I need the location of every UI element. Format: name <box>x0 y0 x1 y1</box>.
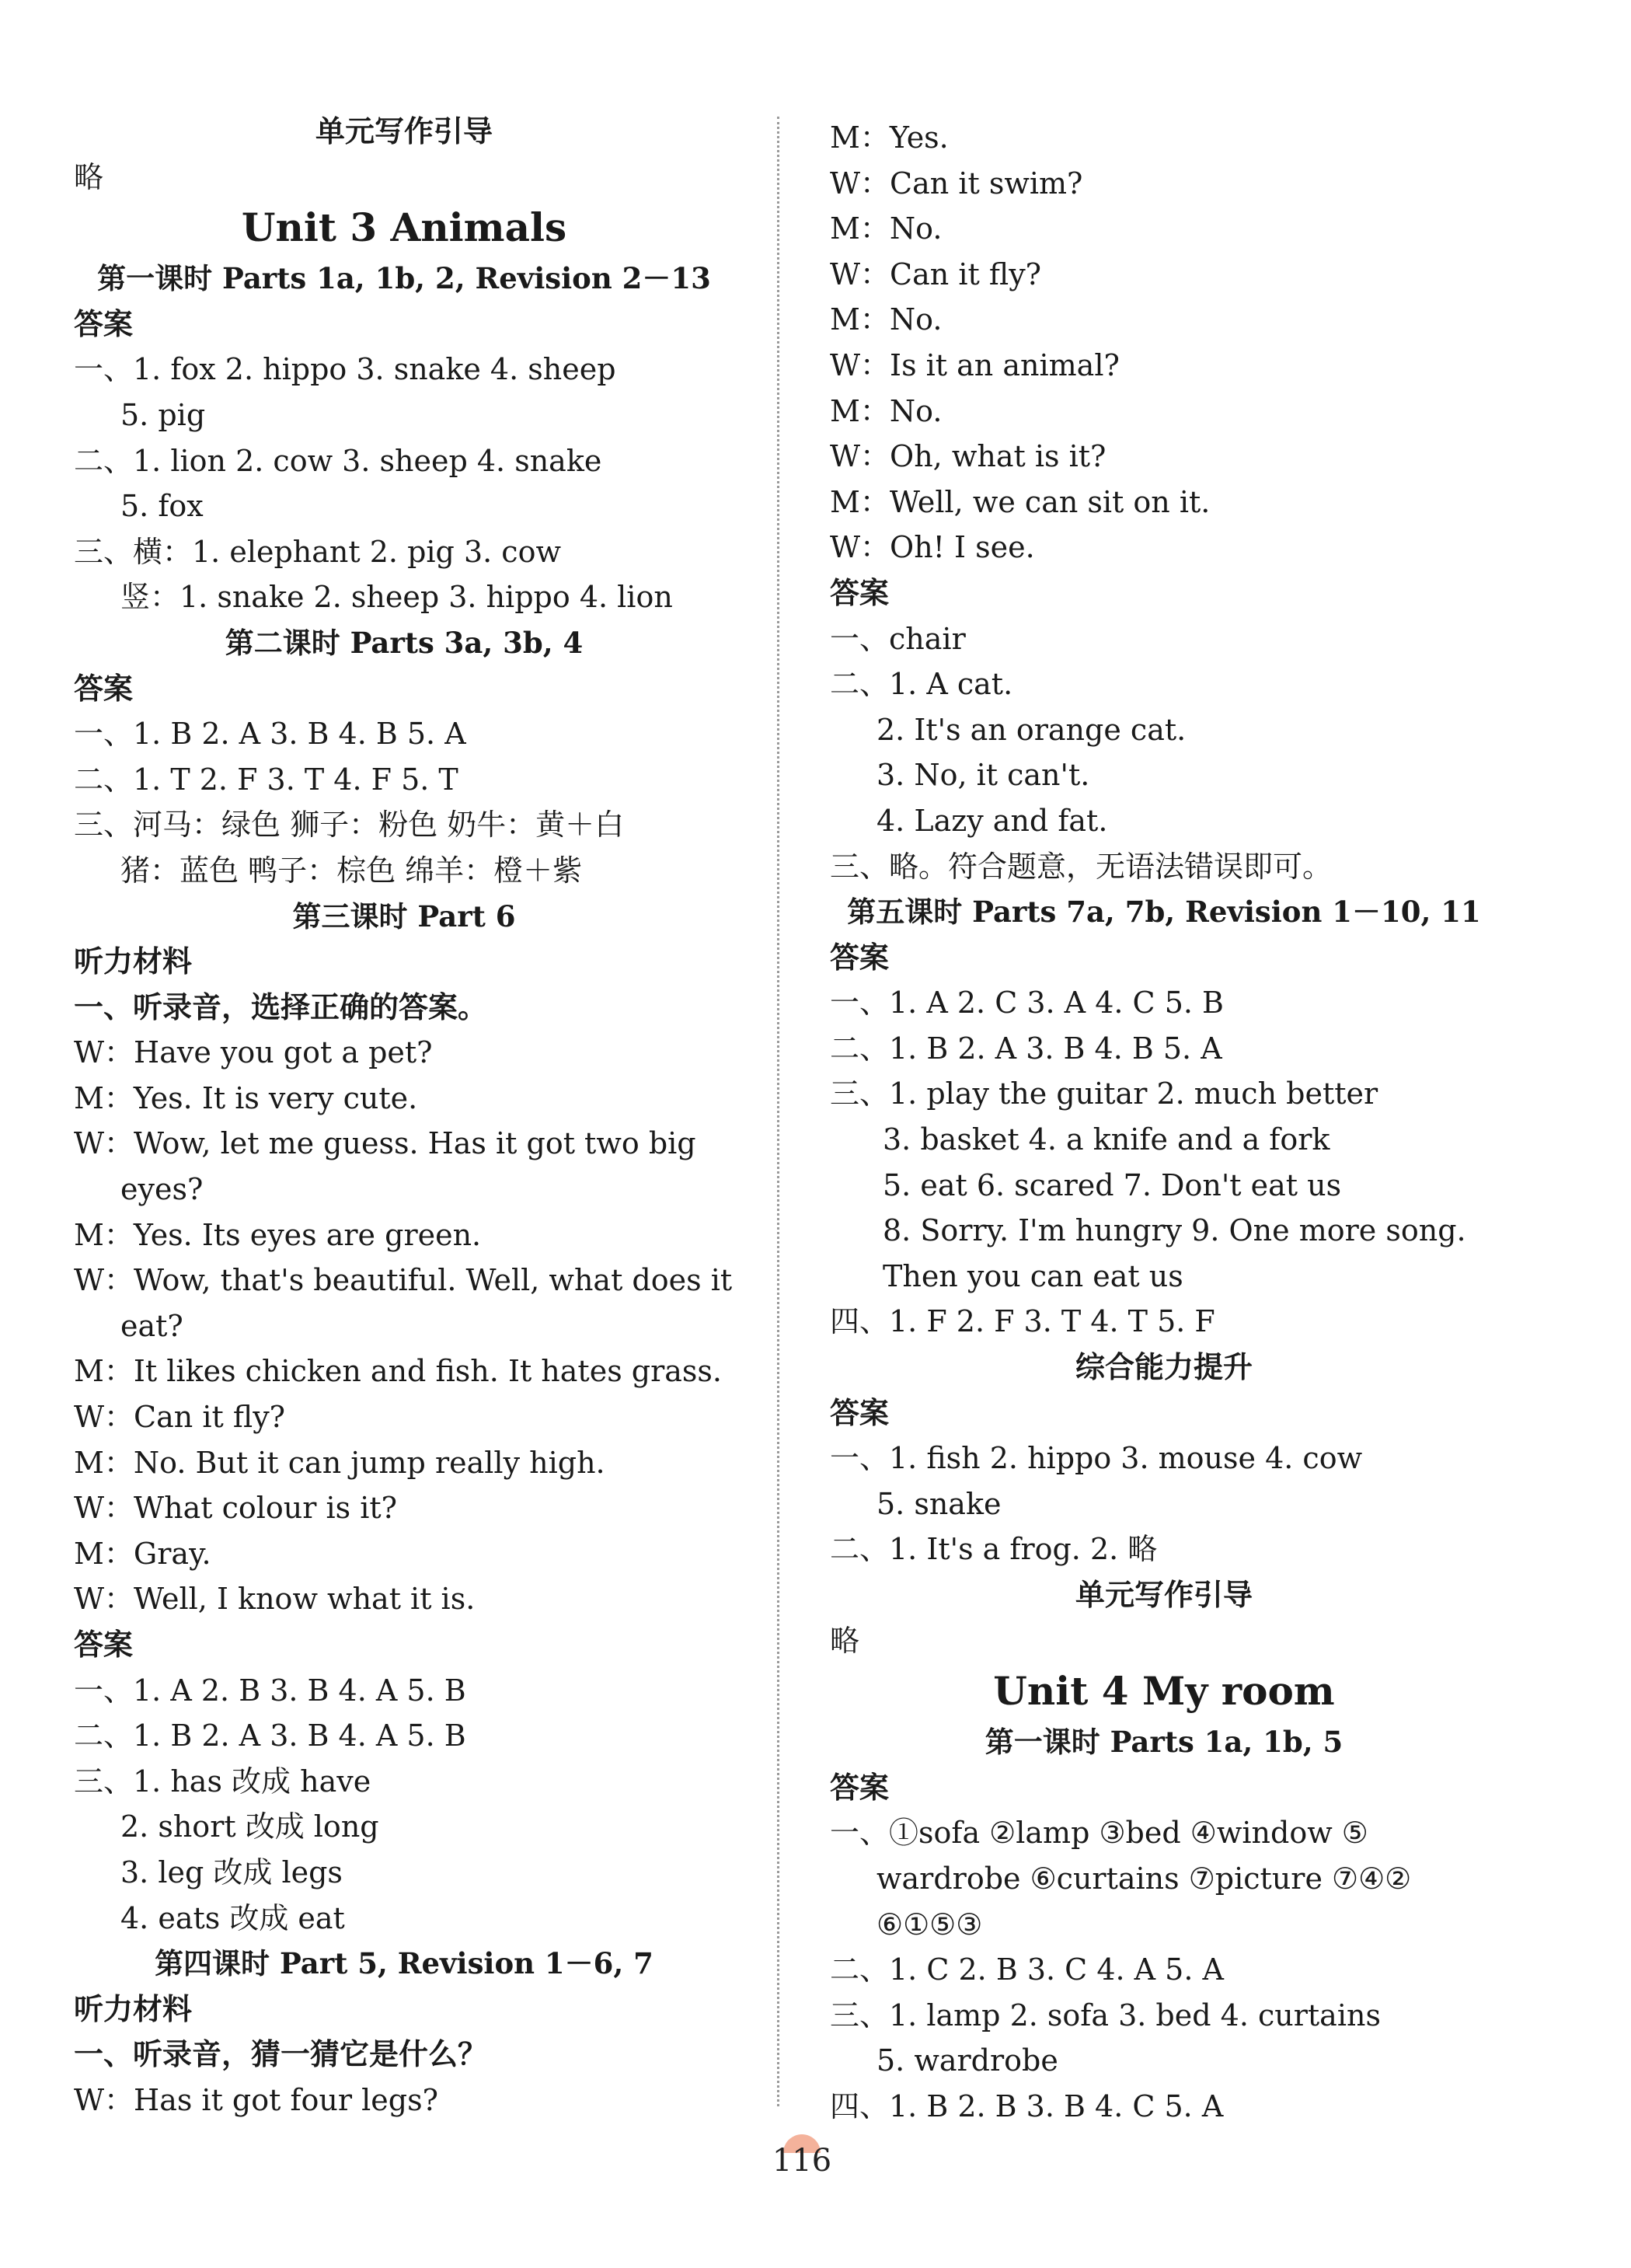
right-line-3: W：Can it fly? <box>830 256 1042 291</box>
right-line-6: M：No. <box>830 393 943 428</box>
page-number-text: 116 <box>772 2143 832 2179</box>
left-line-22: W：Wow, let me guess. Has it got two big <box>74 1126 696 1161</box>
left-line-13: 一、1. B 2. A 3. B 4. B 5. A <box>74 717 466 752</box>
right-line-38: wardrobe ⑥curtains ⑦picture ⑦④② <box>876 1861 1412 1896</box>
left-line-14: 二、1. T 2. F 3. T 4. F 5. T <box>74 762 458 797</box>
left-line-36: 三、1. has 改成 have <box>74 1764 371 1799</box>
left-line-16: 猪：蓝色 鸭子：棕色 绵羊：橙＋紫 <box>120 853 583 888</box>
left-line-0: 单元写作引导 <box>315 114 493 148</box>
left-line-26: eat? <box>120 1308 183 1343</box>
left-line-41: 听力材料 <box>74 1991 193 2026</box>
left-line-1: 略 <box>74 159 104 194</box>
right-line-31: 二、1. It's a frog. 2. 略 <box>830 1532 1158 1567</box>
right-line-12: 二、1. A cat. <box>830 667 1013 702</box>
right-column <box>830 115 1498 2130</box>
left-line-2: Unit 3 Animals <box>241 204 567 251</box>
right-line-21: 三、1. play the guitar 2. much better <box>830 1076 1378 1111</box>
right-line-43: 四、1. B 2. B 3. B 4. C 5. A <box>830 2088 1224 2123</box>
left-line-17: 第三课时 Part 6 <box>292 898 516 933</box>
left-line-31: M：Gray. <box>74 1536 211 1571</box>
right-line-7: W：Oh, what is it? <box>830 439 1107 474</box>
left-line-37: 2. short 改成 long <box>120 1809 379 1844</box>
right-line-27: 综合能力提升 <box>1075 1350 1253 1385</box>
right-line-23: 5. eat 6. scared 7. Don't eat us <box>883 1167 1342 1202</box>
left-line-43: W：Has it got four legs? <box>74 2082 438 2117</box>
right-line-25: Then you can eat us <box>883 1258 1183 1293</box>
right-line-40: 二、1. C 2. B 3. C 4. A 5. A <box>830 1952 1224 1987</box>
left-line-29: M：No. But it can jump really high. <box>74 1445 605 1480</box>
left-column <box>74 109 734 2123</box>
left-line-34: 一、1. A 2. B 3. B 4. A 5. B <box>74 1673 466 1708</box>
right-line-42: 5. wardrobe <box>876 2043 1058 2078</box>
right-line-16: 三、略。符合题意，无语法错误即可。 <box>830 849 1333 884</box>
left-line-19: 一、听录音，选择正确的答案。 <box>74 989 488 1024</box>
right-line-36: 答案 <box>830 1770 890 1805</box>
right-line-35: 第一课时 Parts 1a, 1b, 5 <box>985 1725 1343 1760</box>
right-line-14: 3. No, it can't. <box>876 758 1090 793</box>
right-line-13: 2. It's an orange cat. <box>876 712 1187 747</box>
page-number <box>771 2130 833 2192</box>
right-line-20: 二、1. B 2. A 3. B 4. B 5. A <box>830 1031 1222 1066</box>
left-line-6: 5. pig <box>120 397 206 432</box>
right-line-17: 第五课时 Parts 7a, 7b, Revision 1－10, 11 <box>847 895 1481 930</box>
left-line-38: 3. leg 改成 legs <box>120 1855 343 1889</box>
right-line-15: 4. Lazy and fat. <box>876 803 1108 838</box>
right-line-10: 答案 <box>830 575 890 610</box>
right-line-28: 答案 <box>830 1395 890 1430</box>
right-line-22: 3. basket 4. a knife and a fork <box>883 1122 1330 1157</box>
right-line-29: 一、1. fish 2. hippo 3. mouse 4. cow <box>830 1441 1363 1476</box>
left-line-40: 第四课时 Part 5, Revision 1－6, 7 <box>155 1946 653 1981</box>
left-line-7: 二、1. lion 2. cow 3. sheep 4. snake <box>74 443 602 478</box>
left-line-30: W：What colour is it? <box>74 1491 398 1526</box>
left-line-5: 一、1. fox 2. hippo 3. snake 4. sheep <box>74 352 616 387</box>
left-line-12: 答案 <box>74 671 134 706</box>
left-line-10: 竖：1. snake 2. sheep 3. hippo 4. lion <box>120 580 673 615</box>
left-line-4: 答案 <box>74 306 134 341</box>
left-line-33: 答案 <box>74 1628 134 1662</box>
right-line-9: W：Oh! I see. <box>830 530 1035 565</box>
left-line-32: W：Well, I know what it is. <box>74 1582 476 1617</box>
right-line-32: 单元写作引导 <box>1075 1578 1253 1612</box>
right-line-26: 四、1. F 2. F 3. T 4. T 5. F <box>830 1304 1215 1339</box>
left-line-3: 第一课时 Parts 1a, 1b, 2, Revision 2－13 <box>97 261 711 296</box>
right-line-5: W：Is it an animal? <box>830 347 1120 382</box>
left-line-42: 一、听录音，猜一猜它是什么？ <box>74 2037 488 2072</box>
left-line-8: 5. fox <box>120 489 204 524</box>
right-line-34: Unit 4 My room <box>993 1668 1335 1715</box>
right-line-18: 答案 <box>830 940 890 975</box>
right-line-37: 一、①sofa ②lamp ③bed ④window ⑤ <box>830 1816 1368 1851</box>
right-line-11: 一、chair <box>830 621 966 656</box>
left-line-18: 听力材料 <box>74 944 193 979</box>
right-line-8: M：Well, we can sit on it. <box>830 484 1211 519</box>
left-line-28: W：Can it fly? <box>74 1400 286 1435</box>
right-line-4: M：No. <box>830 302 943 337</box>
right-line-1: W：Can it swim? <box>830 166 1083 201</box>
right-line-30: 5. snake <box>876 1486 1002 1521</box>
left-line-11: 第二课时 Parts 3a, 3b, 4 <box>225 625 584 660</box>
left-line-23: eyes? <box>120 1172 204 1207</box>
right-line-24: 8. Sorry. I'm hungry 9. One more song. <box>883 1213 1466 1248</box>
left-line-35: 二、1. B 2. A 3. B 4. A 5. B <box>74 1718 466 1753</box>
left-line-21: M：Yes. It is very cute. <box>74 1080 418 1115</box>
right-line-39: ⑥①⑤③ <box>876 1907 983 1942</box>
right-line-0: M：Yes. <box>830 120 949 155</box>
left-line-9: 三、横：1. elephant 2. pig 3. cow <box>74 534 561 569</box>
left-line-39: 4. eats 改成 eat <box>120 1900 345 1935</box>
left-line-24: M：Yes. Its eyes are green. <box>74 1217 482 1252</box>
left-line-15: 三、河马：绿色 狮子：粉色 奶牛：黄＋白 <box>74 808 625 843</box>
right-line-19: 一、1. A 2. C 3. A 4. C 5. B <box>830 986 1224 1021</box>
left-line-25: W：Wow, that's beautiful. Well, what does it <box>74 1263 733 1298</box>
right-line-41: 三、1. lamp 2. sofa 3. bed 4. curtains <box>830 1998 1381 2032</box>
right-line-2: M：No. <box>830 211 943 246</box>
left-line-27: M：It likes chicken and fish. It hates grass. <box>74 1354 722 1389</box>
column-divider <box>777 117 779 2106</box>
left-line-20: W：Have you got a pet? <box>74 1035 433 1070</box>
right-line-33: 略 <box>830 1623 860 1658</box>
